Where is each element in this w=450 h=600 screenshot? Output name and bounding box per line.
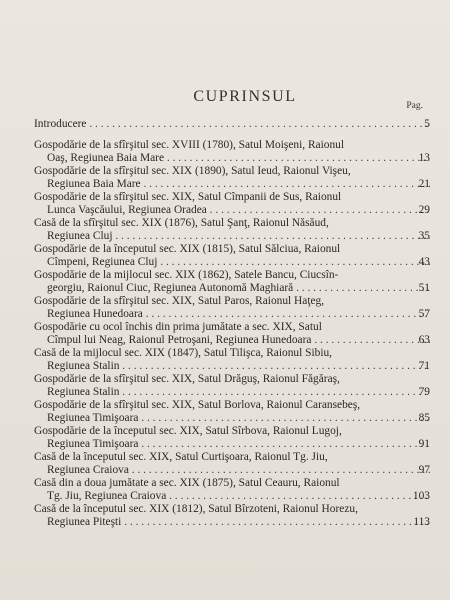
toc-page-number: 85 [418, 412, 430, 424]
toc-entry-title-text: Gospodărie de la sfîrşitul sec. XIX, Satul Cîmpanii de Sus, Raionul [34, 191, 342, 203]
toc-entry [34, 399, 430, 425]
toc-entry-title-text: Gospodărie de la sfîrşitul sec. XVIII (1780), Satul Moişeni, Raionul [34, 139, 345, 151]
toc-entry-title [34, 269, 430, 282]
toc-entry [34, 425, 430, 451]
toc-entry-title [34, 217, 430, 230]
toc-entry-continuation-text: Regiunea Stalin [47, 386, 120, 398]
toc-page-number: 63 [418, 334, 430, 346]
toc-entry [34, 269, 430, 295]
toc-entry-title [34, 373, 430, 386]
toc-entry-title [34, 477, 430, 490]
toc-page-number: 13 [418, 152, 430, 164]
toc-entry [34, 243, 430, 269]
toc-entry-continuation-text: Tg. Jiu, Regiunea Craiova [47, 490, 167, 502]
toc-entry-title-text: Gospodărie de la sfîrşitul sec. XIX, Satul Paros, Raionul Haţeg, [34, 295, 325, 307]
toc-entry-title-text: Introducere [34, 118, 87, 130]
toc-page-number: 21 [418, 178, 430, 190]
toc-page-number: 113 [413, 516, 430, 528]
toc-entry-continuation [34, 256, 430, 269]
toc-entry-continuation [34, 516, 430, 529]
toc-entry-title-text: Casă de la începutul sec. XIX (1812), Satul Bîrzoteni, Raionul Horezu, [34, 503, 358, 515]
toc-entry-continuation-text: Regiunea Craiova [47, 464, 129, 476]
toc-entry-title [34, 118, 430, 131]
toc-entry-title [34, 165, 430, 178]
toc-entry [34, 139, 430, 165]
toc-entry-continuation-text: Regiunea Baia Mare [47, 178, 141, 190]
toc-entry [34, 217, 430, 243]
toc-entry-continuation [34, 464, 430, 477]
toc-page-number: 29 [418, 204, 430, 216]
toc-page-number: 79 [418, 386, 430, 398]
toc-page-number: 51 [418, 282, 430, 294]
toc-entry-continuation-text: Cîmpul lui Neag, Raionul Petroşani, Regiunea Hunedoara [47, 334, 312, 346]
toc-page-number: 97 [418, 464, 430, 476]
toc-page-number: 91 [418, 438, 430, 450]
toc-entry-continuation [34, 490, 430, 503]
toc-entry-title-text: Casă de la sfîrşitul sec. XIX (1876), Satul Şanţ, Raionul Năsăud, [34, 217, 329, 229]
toc-page-number: 103 [412, 490, 430, 502]
toc-entry [34, 191, 430, 217]
toc-entry [34, 295, 430, 321]
toc-entry-continuation [34, 412, 430, 425]
toc-page-number: 35 [418, 230, 430, 242]
toc-entry-continuation-text: Oaş, Regiunea Baia Mare [47, 152, 165, 164]
toc-entry-continuation [34, 360, 430, 373]
toc-page-number: 43 [418, 256, 430, 268]
toc-entry-continuation-text: Regiunea Piteşti [47, 516, 122, 528]
toc-entry-title [34, 347, 430, 360]
toc-entry-title [34, 191, 430, 204]
toc-entry-title-text: Gospodărie de la sfîrşitul sec. XIX, Satul Drăguş, Raionul Făgăraş, [34, 373, 340, 385]
toc-entry [34, 165, 430, 191]
toc-entry-title-text: Gospodărie de la sfîrşitul sec. XIX (1890), Satul Ieud, Raionul Vişeu, [34, 165, 351, 177]
toc-entry-title [34, 243, 430, 256]
toc-entry [34, 347, 430, 373]
toc-entry-continuation-text: Regiunea Stalin [47, 360, 120, 372]
toc-entry-title [34, 295, 430, 308]
toc-entry-continuation-text: georgiu, Raionul Ciuc, Regiunea Autonomă Maghiară [47, 282, 294, 294]
toc-entry [34, 477, 430, 503]
toc-entry-title [34, 451, 430, 464]
toc-entry-title-text: Gospodărie de la sfîrşitul sec. XIX, Satul Borlova, Raionul Caransebeş, [34, 399, 361, 411]
toc-entry-title [34, 321, 430, 334]
toc-entry-continuation-text: Regiunea Timişoara [47, 412, 139, 424]
toc-entry-continuation [34, 334, 430, 347]
toc-entry-title-text: Gospodărie de la începutul sec. XIX, Satul Sîrbova, Raionul Lugoj, [34, 425, 342, 437]
toc-entry-continuation-text: Regiunea Timişoara [47, 438, 139, 450]
toc-entry-title-text: Casă de la începutul sec. XIX, Satul Curtişoara, Raionul Tg. Jiu, [34, 451, 328, 463]
toc-entry-continuation-text: Regiunea Hunedoara [47, 308, 143, 320]
toc-entry [34, 503, 430, 529]
toc-entry-continuation [34, 386, 430, 399]
toc-entry-title-text: Casă din a doua jumătate a sec. XIX (1875), Satul Ceauru, Raionul [34, 477, 340, 489]
toc-entry-continuation [34, 438, 430, 451]
toc-entry [34, 373, 430, 399]
toc-entry [34, 118, 430, 139]
toc-entry-continuation [34, 178, 430, 191]
toc-page-number: 5 [424, 118, 430, 130]
toc-page-number: 57 [418, 308, 430, 320]
toc-entry-title [34, 399, 430, 412]
toc-entry-continuation-text: Lunca Vaşcăului, Regiunea Oradea [47, 204, 207, 216]
toc-entry-continuation-text: Cîmpeni, Regiunea Cluj [47, 256, 158, 268]
toc-entry-title-text: Gospodărie de la începutul sec. XIX (1815), Satul Sălciua, Raionul [34, 243, 341, 255]
toc-entry-continuation [34, 204, 430, 217]
toc-entry-continuation [34, 282, 430, 295]
toc-entry-title-text: Casă de la mijlocul sec. XIX (1847), Satul Tilişca, Raionul Sibiu, [34, 347, 333, 359]
toc-page-number: 71 [418, 360, 430, 372]
page-column-label: Pag. [406, 101, 423, 111]
toc-entry-title [34, 425, 430, 438]
page-title: CUPRINSUL [193, 88, 297, 105]
toc-entry-title-text: Gospodărie cu ocol închis din prima jumătate a sec. XIX, Satul [34, 321, 322, 333]
toc-entry-continuation [34, 152, 430, 165]
toc-entry [34, 321, 430, 347]
toc-entry-title [34, 503, 430, 516]
toc-entry-title [34, 139, 430, 152]
toc-entry [34, 451, 430, 477]
toc-entry-continuation [34, 230, 430, 243]
toc-entry-continuation-text: Regiunea Cluj [47, 230, 113, 242]
toc-entry-title-text: Gospodărie de la mijlocul sec. XIX (1862), Satele Bancu, Ciucsîn- [34, 269, 339, 281]
toc-entry-continuation [34, 308, 430, 321]
table-of-contents [34, 118, 430, 529]
